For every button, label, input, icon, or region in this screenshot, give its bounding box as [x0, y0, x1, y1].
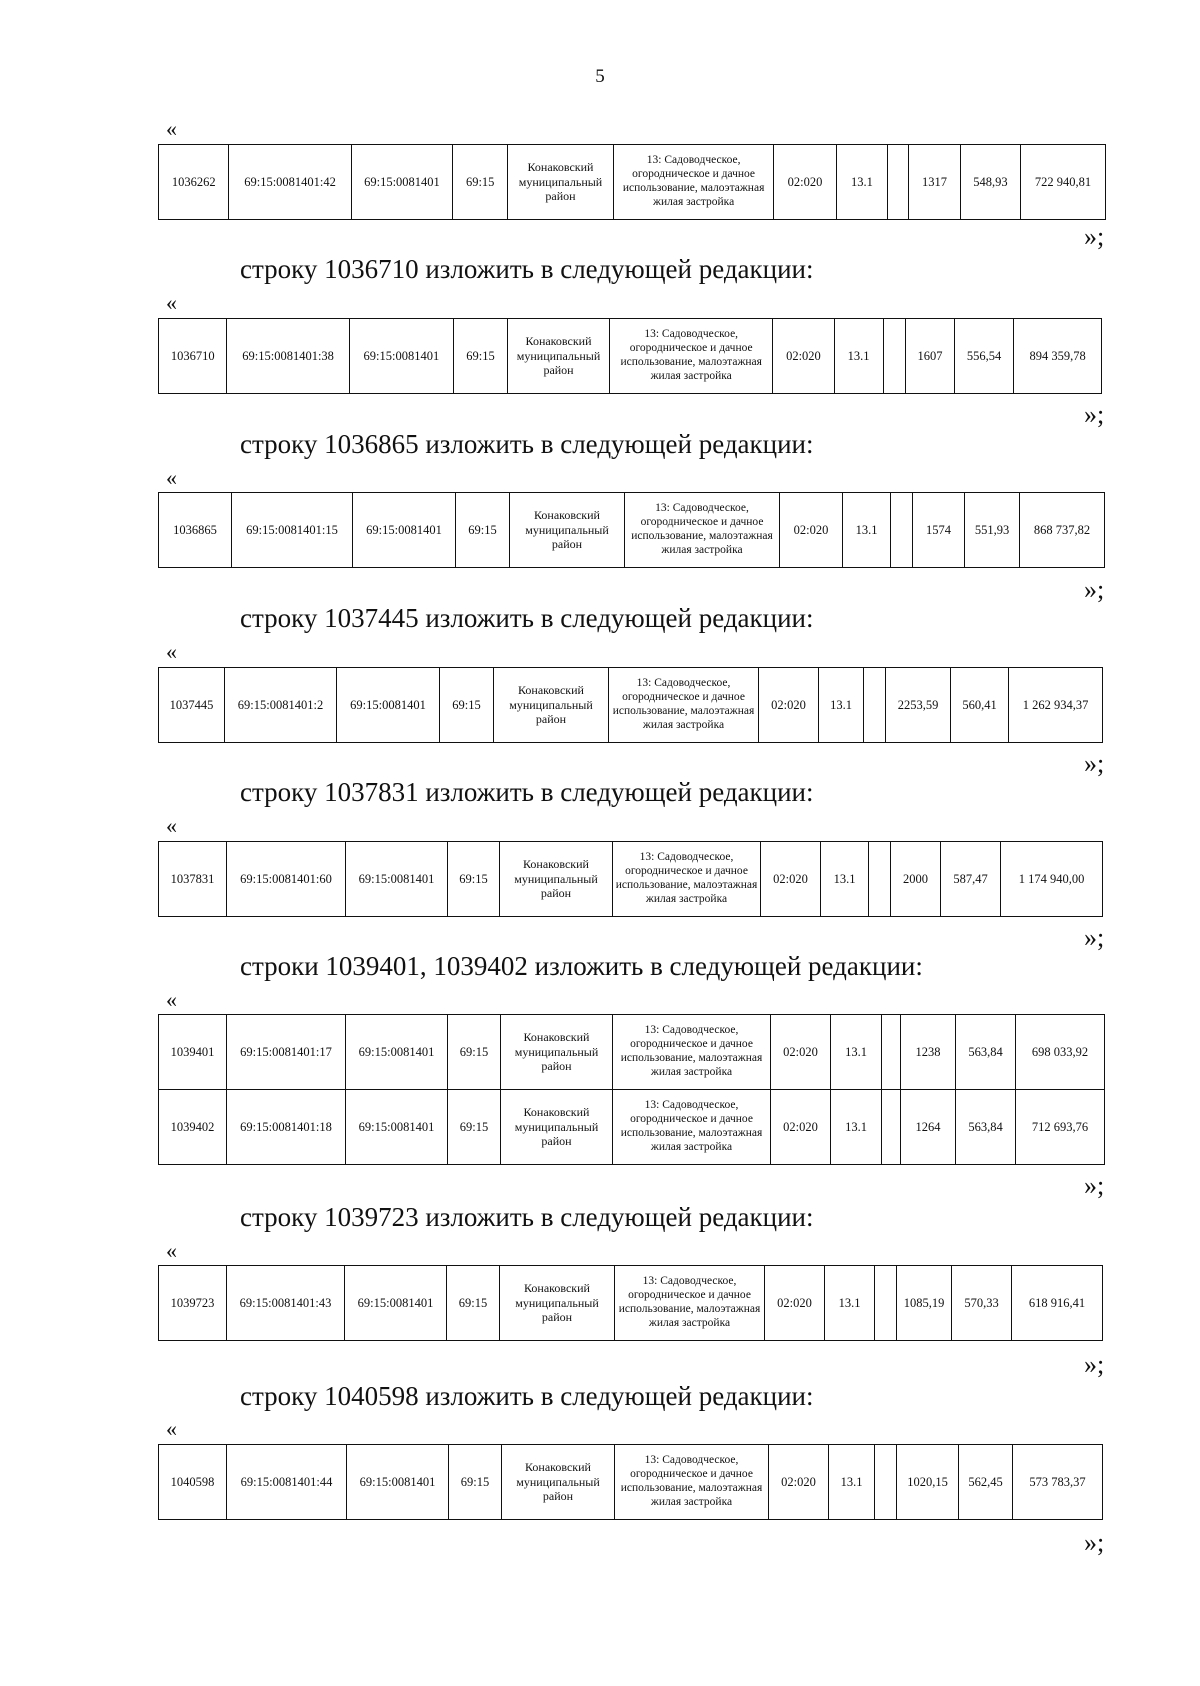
code-cell: 02:020 — [780, 493, 843, 568]
cadastral-zone: 69:15 — [440, 668, 494, 743]
group-cell: 13.1 — [836, 145, 888, 220]
cadastral-number: 69:15:0081401:2 — [225, 668, 337, 743]
data-table — [158, 841, 1103, 917]
closing-quote: »; — [1084, 923, 1105, 952]
area-cell: 1264 — [901, 1090, 956, 1165]
opening-quote: « — [166, 987, 177, 1012]
row-id: 1037831 — [159, 842, 227, 917]
data-table — [158, 1265, 1103, 1341]
row-id: 1036865 — [159, 493, 232, 568]
cadastral-quarter: 69:15:0081401 — [346, 842, 448, 917]
opening-quote: « — [166, 465, 177, 490]
opening-quote: « — [166, 1416, 177, 1441]
area-cell: 1317 — [909, 145, 961, 220]
code-cell: 02:020 — [774, 145, 836, 220]
opening-quote: « — [166, 116, 177, 141]
district-name: Конаковский муниципальный район — [501, 1015, 613, 1090]
closing-quote: »; — [1084, 222, 1105, 251]
group-cell: 13.1 — [819, 668, 864, 743]
specific-value-cell: 548,93 — [960, 145, 1020, 220]
section-heading: строку 1036865 изложить в следующей редакции: — [240, 429, 814, 459]
cadastral-zone: 69:15 — [447, 1266, 500, 1341]
data-table — [158, 144, 1106, 220]
table-row — [159, 1015, 1105, 1090]
code-cell: 02:020 — [761, 842, 821, 917]
empty-cell — [883, 319, 905, 394]
cadastral-quarter: 69:15:0081401 — [351, 145, 453, 220]
cadastral-number: 69:15:0081401:15 — [232, 493, 353, 568]
cadastral-quarter: 69:15:0081401 — [349, 319, 453, 394]
cadastral-quarter: 69:15:0081401 — [345, 1266, 447, 1341]
row-id: 1040598 — [159, 1445, 227, 1520]
opening-quote: « — [166, 639, 177, 664]
table-row — [159, 145, 1106, 220]
district-name: Конаковский муниципальный район — [508, 319, 610, 394]
specific-value-cell: 551,93 — [965, 493, 1020, 568]
cadastral-quarter: 69:15:0081401 — [353, 493, 456, 568]
cadastral-value-cell: 868 737,82 — [1020, 493, 1105, 568]
closing-quote: »; — [1084, 1528, 1105, 1557]
area-cell: 1020,15 — [897, 1445, 959, 1520]
area-cell: 1607 — [905, 319, 954, 394]
cadastral-number: 69:15:0081401:44 — [227, 1445, 347, 1520]
cadastral-quarter: 69:15:0081401 — [337, 668, 440, 743]
cadastral-zone: 69:15 — [448, 842, 500, 917]
cadastral-number: 69:15:0081401:43 — [227, 1266, 345, 1341]
empty-cell — [864, 668, 886, 743]
usage-description: 13: Садоводческое, огородническое и дачное использование, малоэтажная жилая застройка — [615, 1445, 769, 1520]
group-cell: 13.1 — [821, 842, 869, 917]
cadastral-value-cell: 1 174 940,00 — [1001, 842, 1103, 917]
usage-description: 13: Садоводческое, огородническое и дачное использование, малоэтажная жилая застройка — [610, 319, 773, 394]
data-table — [158, 492, 1105, 568]
row-id: 1036710 — [159, 319, 227, 394]
area-cell: 2000 — [891, 842, 941, 917]
opening-quote: « — [166, 1238, 177, 1263]
table-row — [159, 1090, 1105, 1165]
row-id: 1039401 — [159, 1015, 227, 1090]
usage-description: 13: Садоводческое, огородническое и дачное использование, малоэтажная жилая застройка — [613, 1090, 771, 1165]
opening-quote: « — [166, 813, 177, 838]
data-table — [158, 667, 1103, 743]
section-heading: строку 1037445 изложить в следующей редакции: — [240, 603, 814, 633]
cadastral-value-cell: 698 033,92 — [1016, 1015, 1105, 1090]
opening-quote: « — [166, 290, 177, 315]
table-row — [159, 1445, 1103, 1520]
closing-quote: »; — [1084, 575, 1105, 604]
section-heading: строки 1039401, 1039402 изложить в следующей редакции: — [240, 951, 923, 981]
empty-cell — [882, 1015, 901, 1090]
group-cell: 13.1 — [843, 493, 891, 568]
data-table — [158, 1014, 1105, 1165]
row-id: 1039723 — [159, 1266, 227, 1341]
cadastral-value-cell: 894 359,78 — [1014, 319, 1102, 394]
area-cell: 1574 — [913, 493, 965, 568]
district-name: Конаковский муниципальный район — [500, 842, 613, 917]
cadastral-value-cell: 1 262 934,37 — [1009, 668, 1103, 743]
table-row — [159, 319, 1102, 394]
table-row — [159, 493, 1105, 568]
group-cell: 13.1 — [834, 319, 883, 394]
code-cell: 02:020 — [771, 1090, 831, 1165]
empty-cell — [875, 1266, 897, 1341]
code-cell: 02:020 — [765, 1266, 825, 1341]
cadastral-quarter: 69:15:0081401 — [346, 1015, 448, 1090]
district-name: Конаковский муниципальный район — [494, 668, 609, 743]
area-cell: 1238 — [901, 1015, 956, 1090]
table-row — [159, 1266, 1103, 1341]
specific-value-cell: 587,47 — [941, 842, 1001, 917]
cadastral-zone: 69:15 — [456, 493, 510, 568]
row-id: 1039402 — [159, 1090, 227, 1165]
empty-cell — [882, 1090, 901, 1165]
cadastral-value-cell: 712 693,76 — [1016, 1090, 1105, 1165]
empty-cell — [888, 145, 909, 220]
specific-value-cell: 563,84 — [956, 1090, 1016, 1165]
empty-cell — [891, 493, 913, 568]
code-cell: 02:020 — [771, 1015, 831, 1090]
district-name: Конаковский муниципальный район — [500, 1266, 615, 1341]
cadastral-number: 69:15:0081401:60 — [227, 842, 346, 917]
table-row — [159, 842, 1103, 917]
closing-quote: »; — [1084, 749, 1105, 778]
code-cell: 02:020 — [759, 668, 819, 743]
closing-quote: »; — [1084, 1171, 1105, 1200]
code-cell: 02:020 — [773, 319, 834, 394]
district-name: Конаковский муниципальный район — [508, 145, 614, 220]
specific-value-cell: 563,84 — [956, 1015, 1016, 1090]
data-table — [158, 1444, 1103, 1520]
district-name: Конаковский муниципальный район — [501, 1090, 613, 1165]
group-cell: 13.1 — [831, 1015, 882, 1090]
data-table — [158, 318, 1102, 394]
usage-description: 13: Садоводческое, огородническое и дачное использование, малоэтажная жилая застройка — [613, 842, 761, 917]
usage-description: 13: Садоводческое, огородническое и дачное использование, малоэтажная жилая застройка — [613, 145, 774, 220]
section-heading: строку 1036710 изложить в следующей редакции: — [240, 254, 814, 284]
area-cell: 1085,19 — [897, 1266, 952, 1341]
cadastral-number: 69:15:0081401:18 — [227, 1090, 346, 1165]
cadastral-number: 69:15:0081401:42 — [229, 145, 351, 220]
specific-value-cell: 556,54 — [954, 319, 1013, 394]
cadastral-zone: 69:15 — [453, 319, 507, 394]
specific-value-cell: 570,33 — [952, 1266, 1012, 1341]
usage-description: 13: Садоводческое, огородническое и дачное использование, малоэтажная жилая застройка — [609, 668, 759, 743]
cadastral-number: 69:15:0081401:38 — [227, 319, 349, 394]
cadastral-value-cell: 618 916,41 — [1012, 1266, 1103, 1341]
cadastral-quarter: 69:15:0081401 — [347, 1445, 449, 1520]
specific-value-cell: 562,45 — [959, 1445, 1013, 1520]
group-cell: 13.1 — [829, 1445, 875, 1520]
cadastral-value-cell: 722 940,81 — [1020, 145, 1105, 220]
district-name: Конаковский муниципальный район — [502, 1445, 615, 1520]
area-cell: 2253,59 — [886, 668, 951, 743]
cadastral-zone: 69:15 — [448, 1015, 501, 1090]
usage-description: 13: Садоводческое, огородническое и дачное использование, малоэтажная жилая застройка — [625, 493, 780, 568]
cadastral-quarter: 69:15:0081401 — [346, 1090, 448, 1165]
specific-value-cell: 560,41 — [951, 668, 1009, 743]
closing-quote: »; — [1084, 1350, 1105, 1379]
section-heading: строку 1040598 изложить в следующей редакции: — [240, 1381, 814, 1411]
row-id: 1037445 — [159, 668, 225, 743]
closing-quote: »; — [1084, 400, 1105, 429]
row-id: 1036262 — [159, 145, 229, 220]
empty-cell — [875, 1445, 897, 1520]
group-cell: 13.1 — [825, 1266, 875, 1341]
usage-description: 13: Садоводческое, огородническое и дачное использование, малоэтажная жилая застройка — [615, 1266, 765, 1341]
cadastral-zone: 69:15 — [448, 1090, 501, 1165]
table-row — [159, 668, 1103, 743]
cadastral-value-cell: 573 783,37 — [1013, 1445, 1103, 1520]
section-heading: строку 1037831 изложить в следующей редакции: — [240, 777, 814, 807]
district-name: Конаковский муниципальный район — [510, 493, 625, 568]
section-heading: строку 1039723 изложить в следующей редакции: — [240, 1202, 814, 1232]
page-number: 5 — [595, 66, 605, 87]
usage-description: 13: Садоводческое, огородническое и дачное использование, малоэтажная жилая застройка — [613, 1015, 771, 1090]
cadastral-zone: 69:15 — [453, 145, 508, 220]
cadastral-number: 69:15:0081401:17 — [227, 1015, 346, 1090]
code-cell: 02:020 — [769, 1445, 829, 1520]
group-cell: 13.1 — [831, 1090, 882, 1165]
cadastral-zone: 69:15 — [449, 1445, 502, 1520]
empty-cell — [869, 842, 891, 917]
